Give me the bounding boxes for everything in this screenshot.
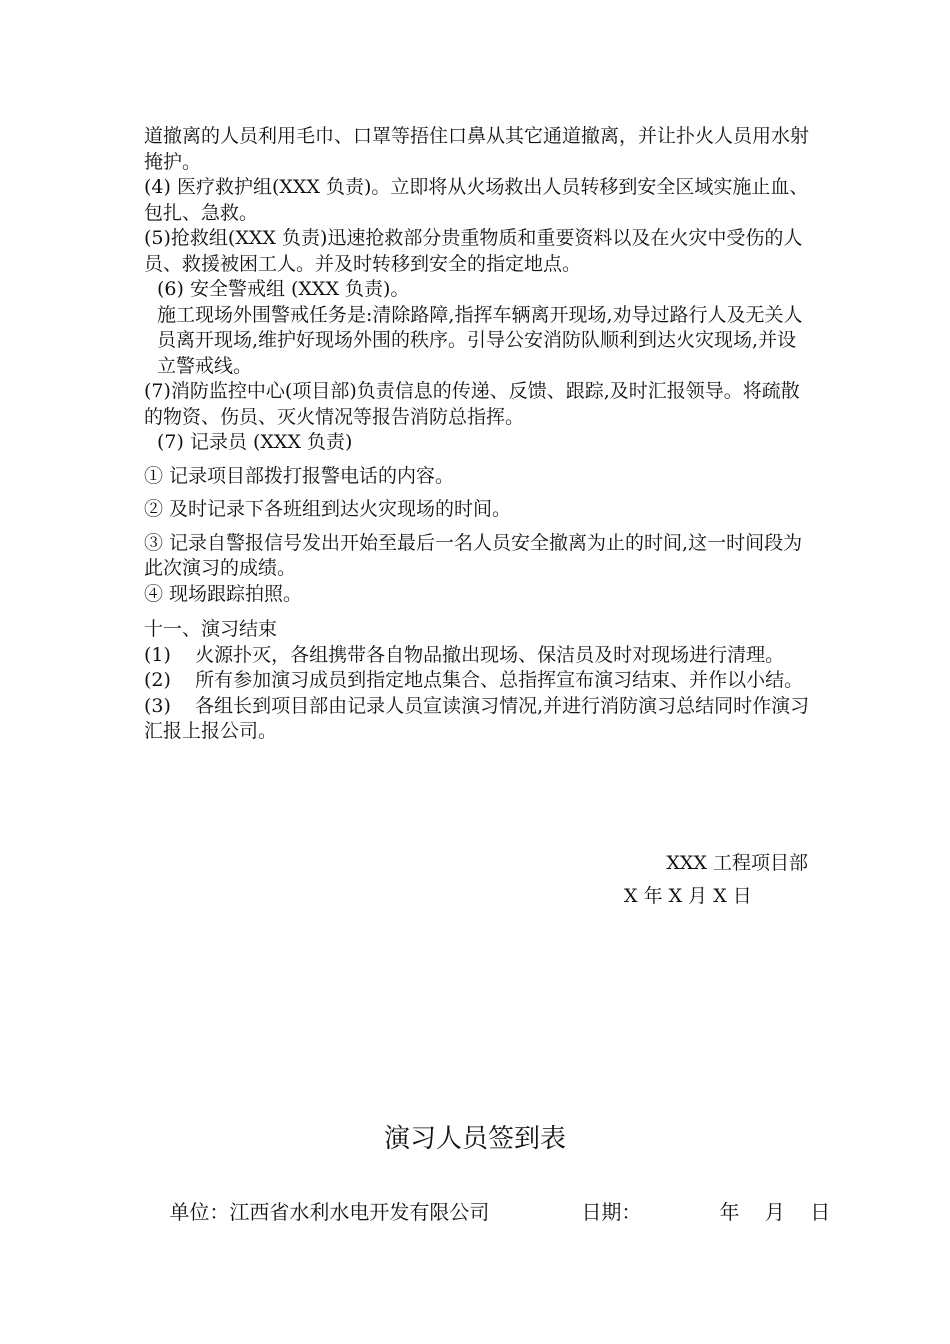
signature-organization: XXX 工程项目部 — [666, 852, 808, 874]
paragraph-evacuation: 道撤离的人员利用毛巾、口罩等捂住口鼻从其它通道撤离，并让扑火人员用水射掩护。 — [144, 125, 810, 173]
drill-end-item-3: (3) 各组长到项目部由记录人员宣读演习情况,并进行消防演习总结同时作演习汇报上报公司。 — [144, 694, 810, 742]
form-date-placeholder: 年 月 日 — [719, 1200, 831, 1224]
recorder-item-2: ② 及时记录下各班组到达火灾现场的时间。 — [144, 498, 512, 520]
document-body — [144, 124, 810, 745]
paragraph-security-duties: 施工现场外围警戒任务是:清除路障,指挥车辆离开现场,劝导过路行人及无关人员离开现场,维护好现场外围的秩序。引导公安消防队顺利到达火灾现场,并设立警戒线。 — [157, 303, 803, 377]
signature-date: X 年 X 月 X 日 — [624, 885, 752, 907]
paragraph-rescue-team: (5)抢救组(XXX 负责)迅速抢救部分贵重物质和重要资料以及在火灾中受伤的人员、救援被困工人。并及时转移到安全的指定地点。 — [144, 227, 803, 275]
drill-end-item-2: (2) 所有参加演习成员到指定地点集合、总指挥宣布演习结束、并作以小结。 — [144, 669, 804, 691]
section-heading-drill-end: 十一、演习结束 — [144, 618, 278, 640]
paragraph-medical-team: (4) 医疗救护组(XXX 负责)。立即将从火场救出人员转移到安全区域实施止血、包扎、急救。 — [144, 176, 809, 224]
form-unit-label: 单位：江西省水利水电开发有限公司 — [169, 1200, 490, 1224]
recorder-item-3: ③ 记录自警报信号发出开始至最后一名人员安全撤离为止的时间,这一时间段为此次演习的成绩。 — [144, 531, 803, 579]
paragraph-recorder: (7) 记录员 (XXX 负责) — [157, 431, 353, 453]
signin-form-meta — [144, 1170, 830, 1254]
drill-end-item-1: (1) 火源扑灭，各组携带各自物品撤出现场、保洁员及时对现场进行清理。 — [144, 643, 785, 666]
paragraph-security-team: (6) 安全警戒组 (XXX 负责)。 — [157, 278, 410, 300]
form-date-label: 日期： — [581, 1200, 642, 1224]
paragraph-monitoring-center: (7)消防监控中心(项目部)负责信息的传递、反馈、跟踪,及时汇报领导。将疏散的物资、伤员、灭火情况等报告消防总指挥。 — [144, 380, 800, 428]
recorder-item-4: ④ 现场跟踪拍照。 — [144, 582, 303, 605]
recorder-item-1: ① 记录项目部拨打报警电话的内容。 — [144, 464, 455, 487]
signin-form-title: 演习人员签到表 — [383, 1124, 566, 1154]
